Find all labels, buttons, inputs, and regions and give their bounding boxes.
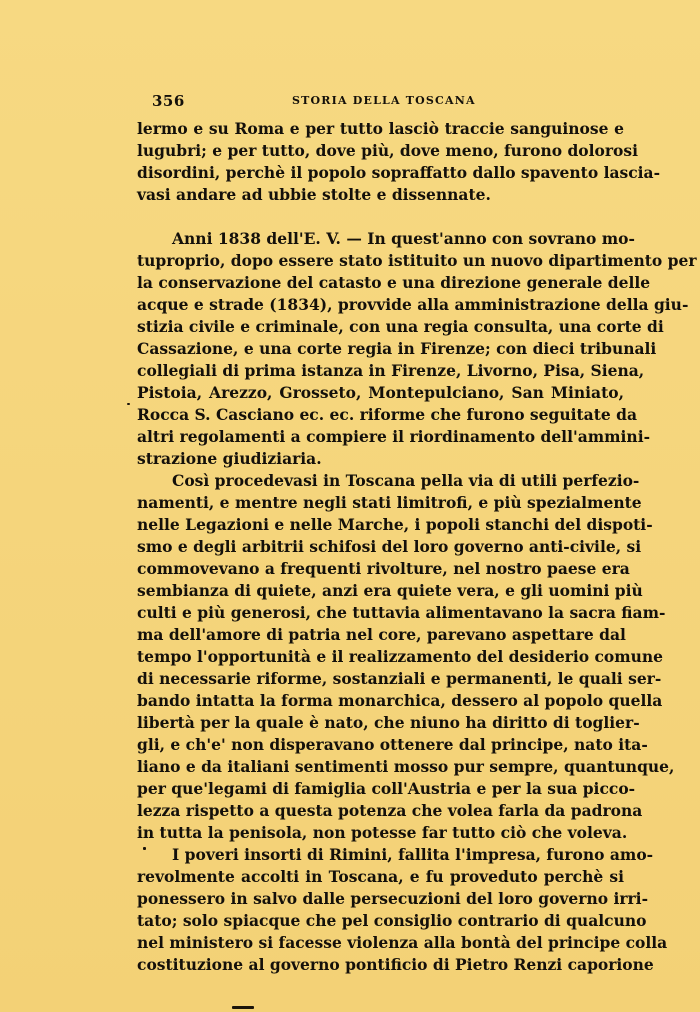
text-line: strazione giudiziaria. — [137, 449, 322, 468]
text-line: in tutta la penisola, non potesse far tutto ciò che voleva. — [137, 823, 628, 842]
text-line: Cassazione, e una corte regia in Firenze; con dieci tribunali — [137, 339, 657, 358]
text-line: culti e più generosi, che tuttavia alimentavano la sacra fiam- — [137, 603, 666, 622]
text-line: per que'legami di famiglia coll'Austria e per la sua picco- — [137, 779, 636, 798]
ink-speck — [232, 1006, 254, 1009]
text-line: di necessarie riforme, sostanziali e permanenti, le quali ser- — [137, 669, 662, 688]
page-header — [152, 92, 620, 110]
text-line: vasi andare ad ubbie stolte e dissennate. — [137, 185, 491, 204]
text-line: collegiali di prima istanza in Firenze, Livorno, Pisa, Siena, — [137, 361, 645, 380]
text-line: bando intatta la forma monarchica, dessero al popolo quella — [137, 691, 663, 710]
ink-speck — [127, 403, 130, 405]
text-line: Così procedevasi in Toscana pella via di utili perfezio- — [172, 471, 640, 490]
text-line: stizia civile e criminale, con una regia consulta, una corte di — [137, 317, 664, 336]
text-line: nelle Legazioni e nelle Marche, i popoli stanchi del dispoti- — [137, 515, 653, 534]
text-line: ponessero in salvo dalle persecuzioni del loro governo irri- — [137, 889, 649, 908]
text-line: revolmente accolti in Toscana, e fu proveduto perchè si — [137, 867, 624, 886]
page-number: 356 — [152, 92, 185, 110]
text-line: Pistoia, Arezzo, Grosseto, Montepulciano, San Miniato, — [137, 383, 624, 402]
text-line: commovevano a frequenti rivolture, nel nostro paese era — [137, 559, 630, 578]
text-line: Anni 1838 dell'E. V. — In quest'anno con sovrano mo- — [172, 229, 635, 248]
text-line: costituzione al governo pontificio di Pietro Renzi caporione — [137, 955, 654, 974]
text-line: tempo l'opportunità e il realizzamento del desiderio comune — [137, 647, 664, 666]
text-line: nel ministero si facesse violenza alla bontà del principe colla — [137, 933, 668, 952]
text-line: I poveri insorti di Rimini, fallita l'impresa, furono amo- — [172, 845, 654, 864]
text-line: tato; solo spiacque che pel consiglio contrario di qualcuno — [137, 911, 647, 930]
text-line: sembianza di quiete, anzi era quiete vera, e gli uomini più — [137, 581, 643, 600]
text-line: tuproprio, dopo essere stato istituito un nuovo dipartimento per — [137, 251, 697, 270]
text-line: gli, e ch'e' non disperavano ottenere dal principe, nato ita- — [137, 735, 648, 754]
ink-speck — [143, 847, 146, 850]
text-line: lezza rispetto a questa potenza che volea farla da padrona — [137, 801, 643, 820]
text-line: Rocca S. Casciano ec. ec. riforme che furono seguitate da — [137, 405, 638, 424]
text-line: lermo e su Roma e per tutto lasciò traccie sanguinose e — [137, 119, 624, 138]
text-line: ma dell'amore di patria nel core, parevano aspettare dal — [137, 625, 626, 644]
text-line: altri regolamenti a compiere il riordinamento dell'ammini- — [137, 427, 651, 446]
running-title: STORIA DELLA TOSCANA — [292, 94, 476, 107]
text-line: namenti, e mentre negli stati limitrofi, e più spezialmente — [137, 493, 642, 512]
text-line: la conservazione del catasto e una direzione generale delle — [137, 273, 651, 292]
text-line: disordini, perchè il popolo sopraffatto dallo spavento lascia- — [137, 163, 661, 182]
text-line: liano e da italiani sentimenti mosso pur sempre, quantunque, — [137, 757, 675, 776]
text-line: lugubri; e per tutto, dove più, dove meno, furono dolorosi — [137, 141, 638, 160]
text-line: libertà per la quale è nato, che niuno ha diritto di toglier- — [137, 713, 640, 732]
text-line: acque e strade (1834), provvide alla amministrazione della giu- — [137, 295, 689, 314]
text-line: smo e degli arbitrii schifosi del loro governo anti-civile, si — [137, 537, 642, 556]
